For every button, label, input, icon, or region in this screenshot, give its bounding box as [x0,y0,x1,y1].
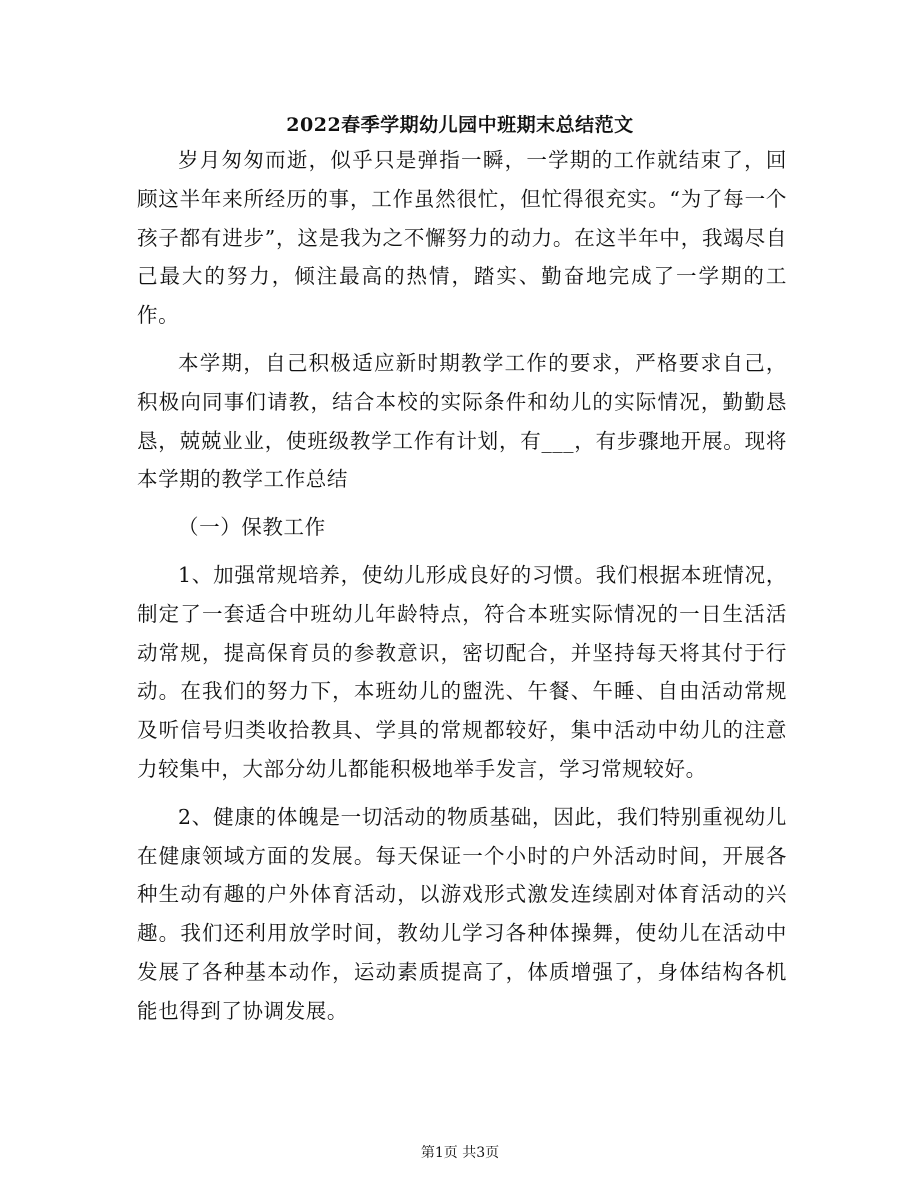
page-number-footer: 第1页 共3页 [420,1145,500,1161]
document-title: 2022春季学期幼儿园中班期末总结范文 [286,114,634,136]
paragraph-semester: 本学期，自己积极适应新时期教学工作的要求，严格要求自己，积极向同事们请教，结合本校的实际条件和幼儿的实际情况，勤勤恳恳，兢兢业业，使班级教学工作有计划，有___，有步骤地开展。现将本学期的教学工作总结 [137,350,787,492]
section-heading: （一）保教工作 [178,515,326,540]
paragraph-item-2: 2、健康的体魄是一切活动的物质基础，因此，我们特别重视幼儿在健康领域方面的发展。每天保证一个小时的户外活动时间，开展各种生动有趣的户外体育活动，以游戏形式激发连续剧对体育活动的兴趣。我们还利用放学时间，教幼儿学习各种体操舞，使幼儿在活动中发展了各种基本动作，运动素质提高了，体质增强了，身体结构各机能也得到了协调发展。 [137,804,787,1023]
paragraph-item-1: 1、加强常规培养，使幼儿形成良好的习惯。我们根据本班情况，制定了一套适合中班幼儿年龄特点，符合本班实际情况的一日生活活动常规，提高保育员的参教意识，密切配合，并坚持每天将其付于行动。在我们的努力下，本班幼儿的盥洗、午餐、午睡、自由活动常规及听信号归类收拾教具、学具的常规都较好，集中活动中幼儿的注意力较集中，大部分幼儿都能积极地举手发言，学习常规较好。 [137,562,787,781]
paragraph-intro: 岁月匆匆而逝，似乎只是弹指一瞬，一学期的工作就结束了，回顾这半年来所经历的事，工作虽然很忙，但忙得很充实。“为了每一个孩子都有进步”，这是我为之不懈努力的动力。在这半年中，我竭尽自己最大的努力，倾注最高的热情，踏实、勤奋地完成了一学期的工作。 [137,148,787,328]
document-body [137,141,787,1031]
